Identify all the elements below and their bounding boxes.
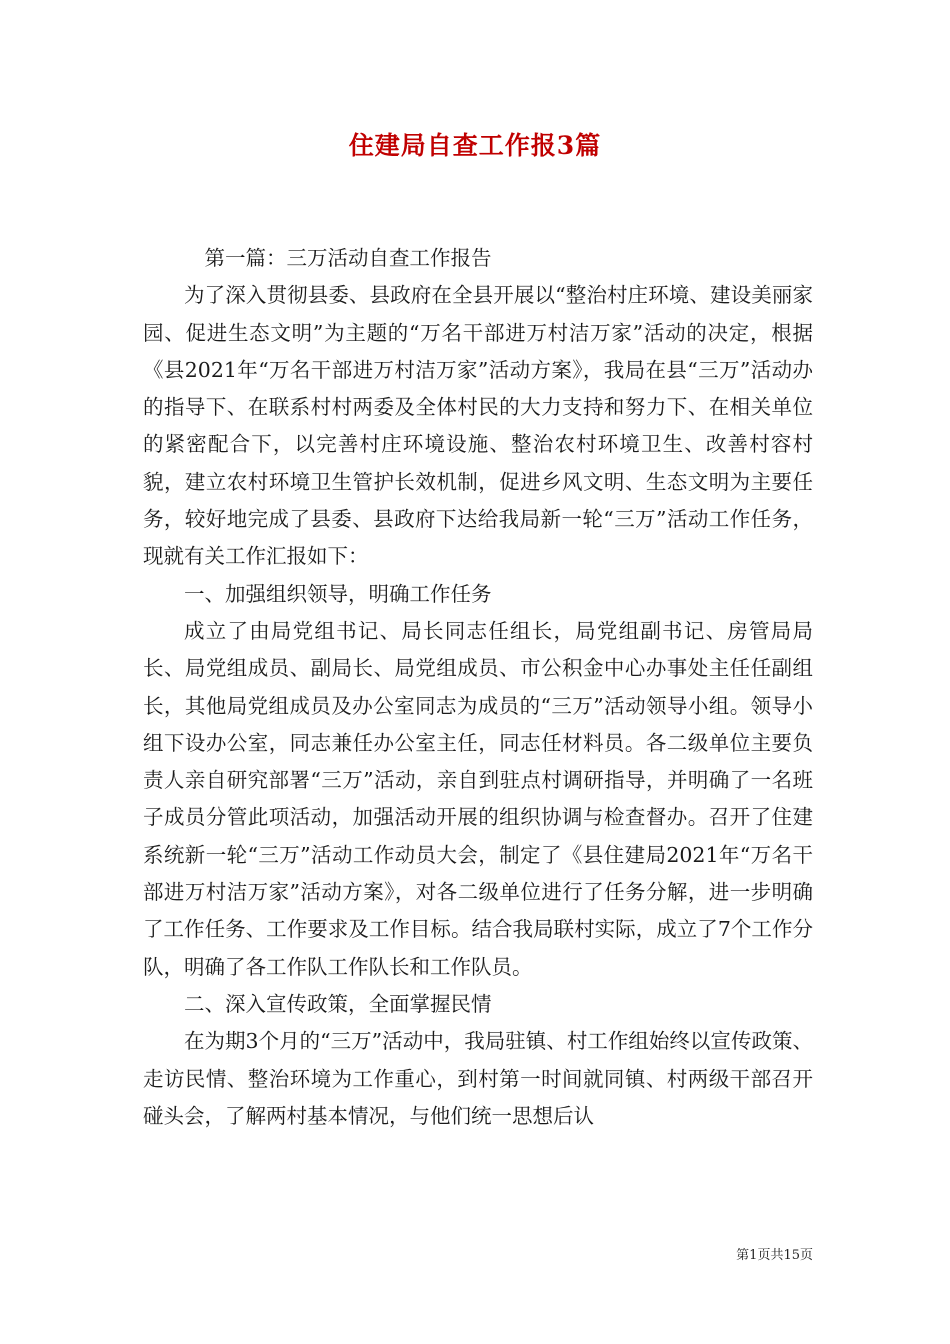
paragraph-publicity: 在为期3个月的“三万”活动中，我局驻镇、村工作组始终以宣传政策、走访民情、整治环境为工作重心，到村第一时间就同镇、村两级干部召开碰头会，了解两村基本情况，与他们统一思想后认 [143,1029,813,1128]
section-heading-publicity: 二、深入宣传政策，全面掌握民情 [184,991,492,1016]
section-heading-part-one: 第一篇：三万活动自查工作报告 [204,246,492,270]
section-heading-organization: 一、加强组织领导，明确工作任务 [184,581,492,606]
document-title: 住建局自查工作报3篇 [348,131,602,160]
paragraph-organization: 成立了由局党组书记、局长同志任组长，局党组副书记、房管局局长、局党组成员、副局长、局党组成员、市公积金中心办事处主任任副组长，其他局党组成员及办公室同志为成员的“三万”活动领导小组。领导小组下设办公室，同志兼任办公室主任，同志任材料员。各二级单位主要负责人亲自研究部署“三万”活动，亲自到驻点村调研指导，并明确了一名班子成员分管此项活动，加强活动开展的组织协调与检查督办。召开了住建系统新一轮“三万”活动工作动员大会，制定了《县住建局2021年“万名干部进万村洁万家”活动方案》，对各二级单位进行了任务分解，进一步明确了工作任务、工作要求及工作目标。结合我局联村实际，成立了7个工作分队，明确了各工作队工作队长和工作队员。 [143,618,813,979]
paragraph-intro: 为了深入贯彻县委、县政府在全县开展以“整治村庄环境、建设美丽家园、促进生态文明”为主题的“万名干部进万村洁万家”活动的决定，根据《县2021年“万名干部进万村洁万家”活动方案》，我局在县“三万”活动办的指导下、在联系村村两委及全体村民的大力支持和努力下、在相关单位的紧密配合下，以完善村庄环境设施、整治农村环境卫生、改善村容村貌，建立农村环境卫生管护长效机制，促进乡风文明、生态文明为主要任务，较好地完成了县委、县政府下达给我局新一轮“三万”活动工作任务，现就有关工作汇报如下： [143,283,813,569]
document-body [143,240,813,1135]
page-number: 第1页共15页 [736,1248,813,1263]
